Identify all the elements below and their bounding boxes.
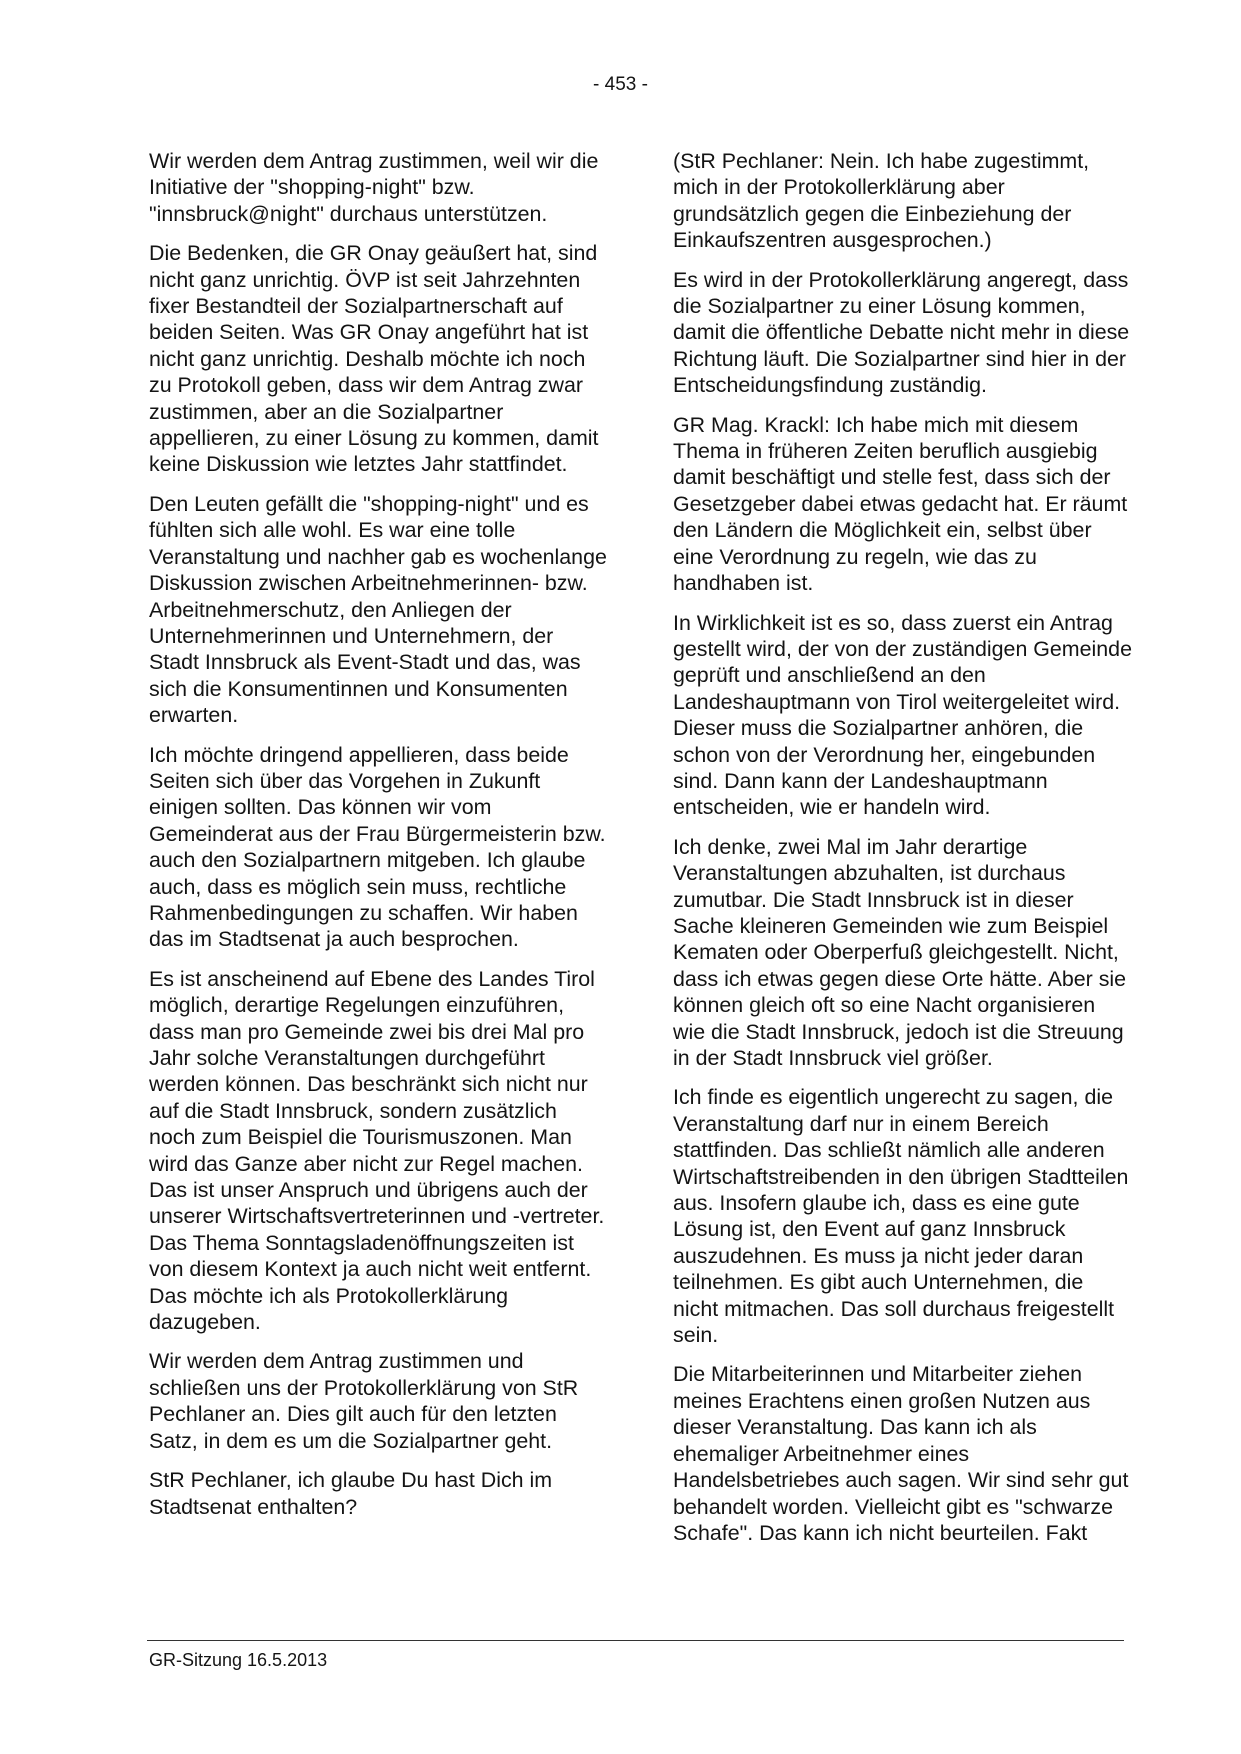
paragraph: Es ist anscheinend auf Ebene des Landes Tirol möglich, derartige Regelungen einzuführen, dass man pro Gemeinde zwei bis drei Mal pro Jahr solche Veranstaltungen durchgeführt werden können. Das beschränkt sich nicht nur auf die Stadt Innsbruck, sondern zusätzlich noch zum Beispiel die Tourismuszonen. Man wird das Ganze aber nicht zur Regel machen. Das ist unser Anspruch und übrigens auch der unserer Wirtschaftsvertreterinnen und -vertreter. Das Thema Sonntagsladenöffnungszeiten ist von diesem Kontext ja auch nicht weit entfernt. Das möchte ich als Protokollerklärung dazugeben. xyxy=(149,966,605,1335)
paragraph: Wir werden dem Antrag zustimmen und schließen uns der Protokollerklärung von StR Pechlaner an. Dies gilt auch für den letzten Satz, in dem es um die Sozialpartner geht. xyxy=(149,1349,579,1453)
right-column xyxy=(673,148,1133,1559)
paragraph: StR Pechlaner, ich glaube Du hast Dich im Stadtsenat enthalten? xyxy=(149,1468,553,1519)
paragraph: Ich finde es eigentlich ungerecht zu sagen, die Veranstaltung darf nur in einem Bereich stattfinden. Das schließt nämlich alle anderen Wirtschaftstreibenden in den übrigen Stadtteilen aus. Insofern glaube ich, dass es eine gute Lösung ist, den Event auf ganz Innsbruck auszudehnen. Es muss ja nicht jeder daran teilnehmen. Es gibt auch Unternehmen, die nicht mitmachen. Das soll durchaus freigestellt sein. xyxy=(673,1085,1129,1348)
page-number: - 453 - xyxy=(593,74,648,95)
paragraph: Die Mitarbeiterinnen und Mitarbeiter ziehen meines Erachtens einen großen Nutzen aus dieser Veranstaltung. Das kann ich als ehemaliger Arbeitnehmer eines Handelsbetriebes auch sagen. Wir sind sehr gut behandelt worden. Vielleicht gibt es "schwarze Schafe". Das kann ich nicht beurteilen. Fakt xyxy=(673,1362,1129,1545)
paragraph: Ich denke, zwei Mal im Jahr derartige Veranstaltungen abzuhalten, ist durchaus zumutbar. Die Stadt Innsbruck ist in dieser Sache kleineren Gemeinden wie zum Beispiel Kematen oder Oberperfuß gleichgestellt. Nicht, dass ich etwas gegen diese Orte hätte. Aber sie können gleich oft so eine Nacht organisieren wie die Stadt Innsbruck, jedoch ist die Streuung in der Stadt Innsbruck viel größer. xyxy=(673,834,1127,1070)
paragraph: Ich möchte dringend appellieren, dass beide Seiten sich über das Vorgehen in Zukunft einigen sollten. Das können wir vom Gemeinderat aus der Frau Bürgermeisterin bzw. auch den Sozialpartnern mitgeben. Ich glaube auch, dass es möglich sein muss, rechtliche Rahmenbedingungen zu schaffen. Wir haben das im Stadtsenat ja auch besprochen. xyxy=(149,742,606,952)
paragraph: Es wird in der Protokollerklärung angeregt, dass die Sozialpartner zu einer Lösung kommen, damit die öffentliche Debatte nicht mehr in diese Richtung läuft. Die Sozialpartner sind hier in der Entscheidungsfindung zuständig. xyxy=(673,267,1130,398)
paragraph: Wir werden dem Antrag zustimmen, weil wir die Initiative der "shopping-night" bzw. "innsbruck@night" durchaus unterstützen. xyxy=(149,149,599,226)
footer-divider xyxy=(147,1640,1124,1641)
footer-text: GR-Sitzung 16.5.2013 xyxy=(149,1650,328,1670)
paragraph: GR Mag. Krackl: Ich habe mich mit diesem Thema in früheren Zeiten beruflich ausgiebig damit beschäftigt und stelle fest, dass sich der Gesetzgeber dabei etwas gedacht hat. Er räumt den Ländern die Möglichkeit ein, selbst über eine Verordnung zu regeln, wie das zu handhaben ist. xyxy=(673,412,1128,596)
paragraph: (StR Pechlaner: Nein. Ich habe zugestimmt, mich in der Protokollerklärung aber grundsätzlich gegen die Einbeziehung der Einkaufszentren ausgesprochen.) xyxy=(673,149,1090,253)
paragraph: In Wirklichkeit ist es so, dass zuerst ein Antrag gestellt wird, der von der zuständigen Gemeinde geprüft und anschließend an den Landeshauptmann von Tirol weitergeleitet wird. Dieser muss die Sozialpartner anhören, die schon von der Verordnung her, eingebunden sind. Dann kann der Landeshauptmann entscheiden, wie er handeln wird. xyxy=(673,610,1132,820)
paragraph: Die Bedenken, die GR Onay geäußert hat, sind nicht ganz unrichtig. ÖVP ist seit Jahrzehnten fixer Bestandteil der Sozialpartnerschaft auf beiden Seiten. Was GR Onay angeführt hat ist nicht ganz unrichtig. Deshalb möchte ich noch zu Protokoll geben, dass wir dem Antrag zwar zustimmen, aber an die Sozialpartner appellieren, zu einer Lösung zu kommen, damit keine Diskussion wie letztes Jahr stattfindet. xyxy=(149,241,599,477)
paragraph: Den Leuten gefällt die "shopping-night" und es fühlten sich alle wohl. Es war eine tolle Veranstaltung und nachher gab es wochenlange Diskussion zwischen Arbeitnehmerinnen- bzw. Arbeitnehmerschutz, den Anliegen der Unternehmerinnen und Unternehmern, der Stadt Innsbruck als Event-Stadt und das, was sich die Konsumentinnen und Konsumenten erwarten. xyxy=(149,491,607,728)
left-column xyxy=(149,148,609,1533)
